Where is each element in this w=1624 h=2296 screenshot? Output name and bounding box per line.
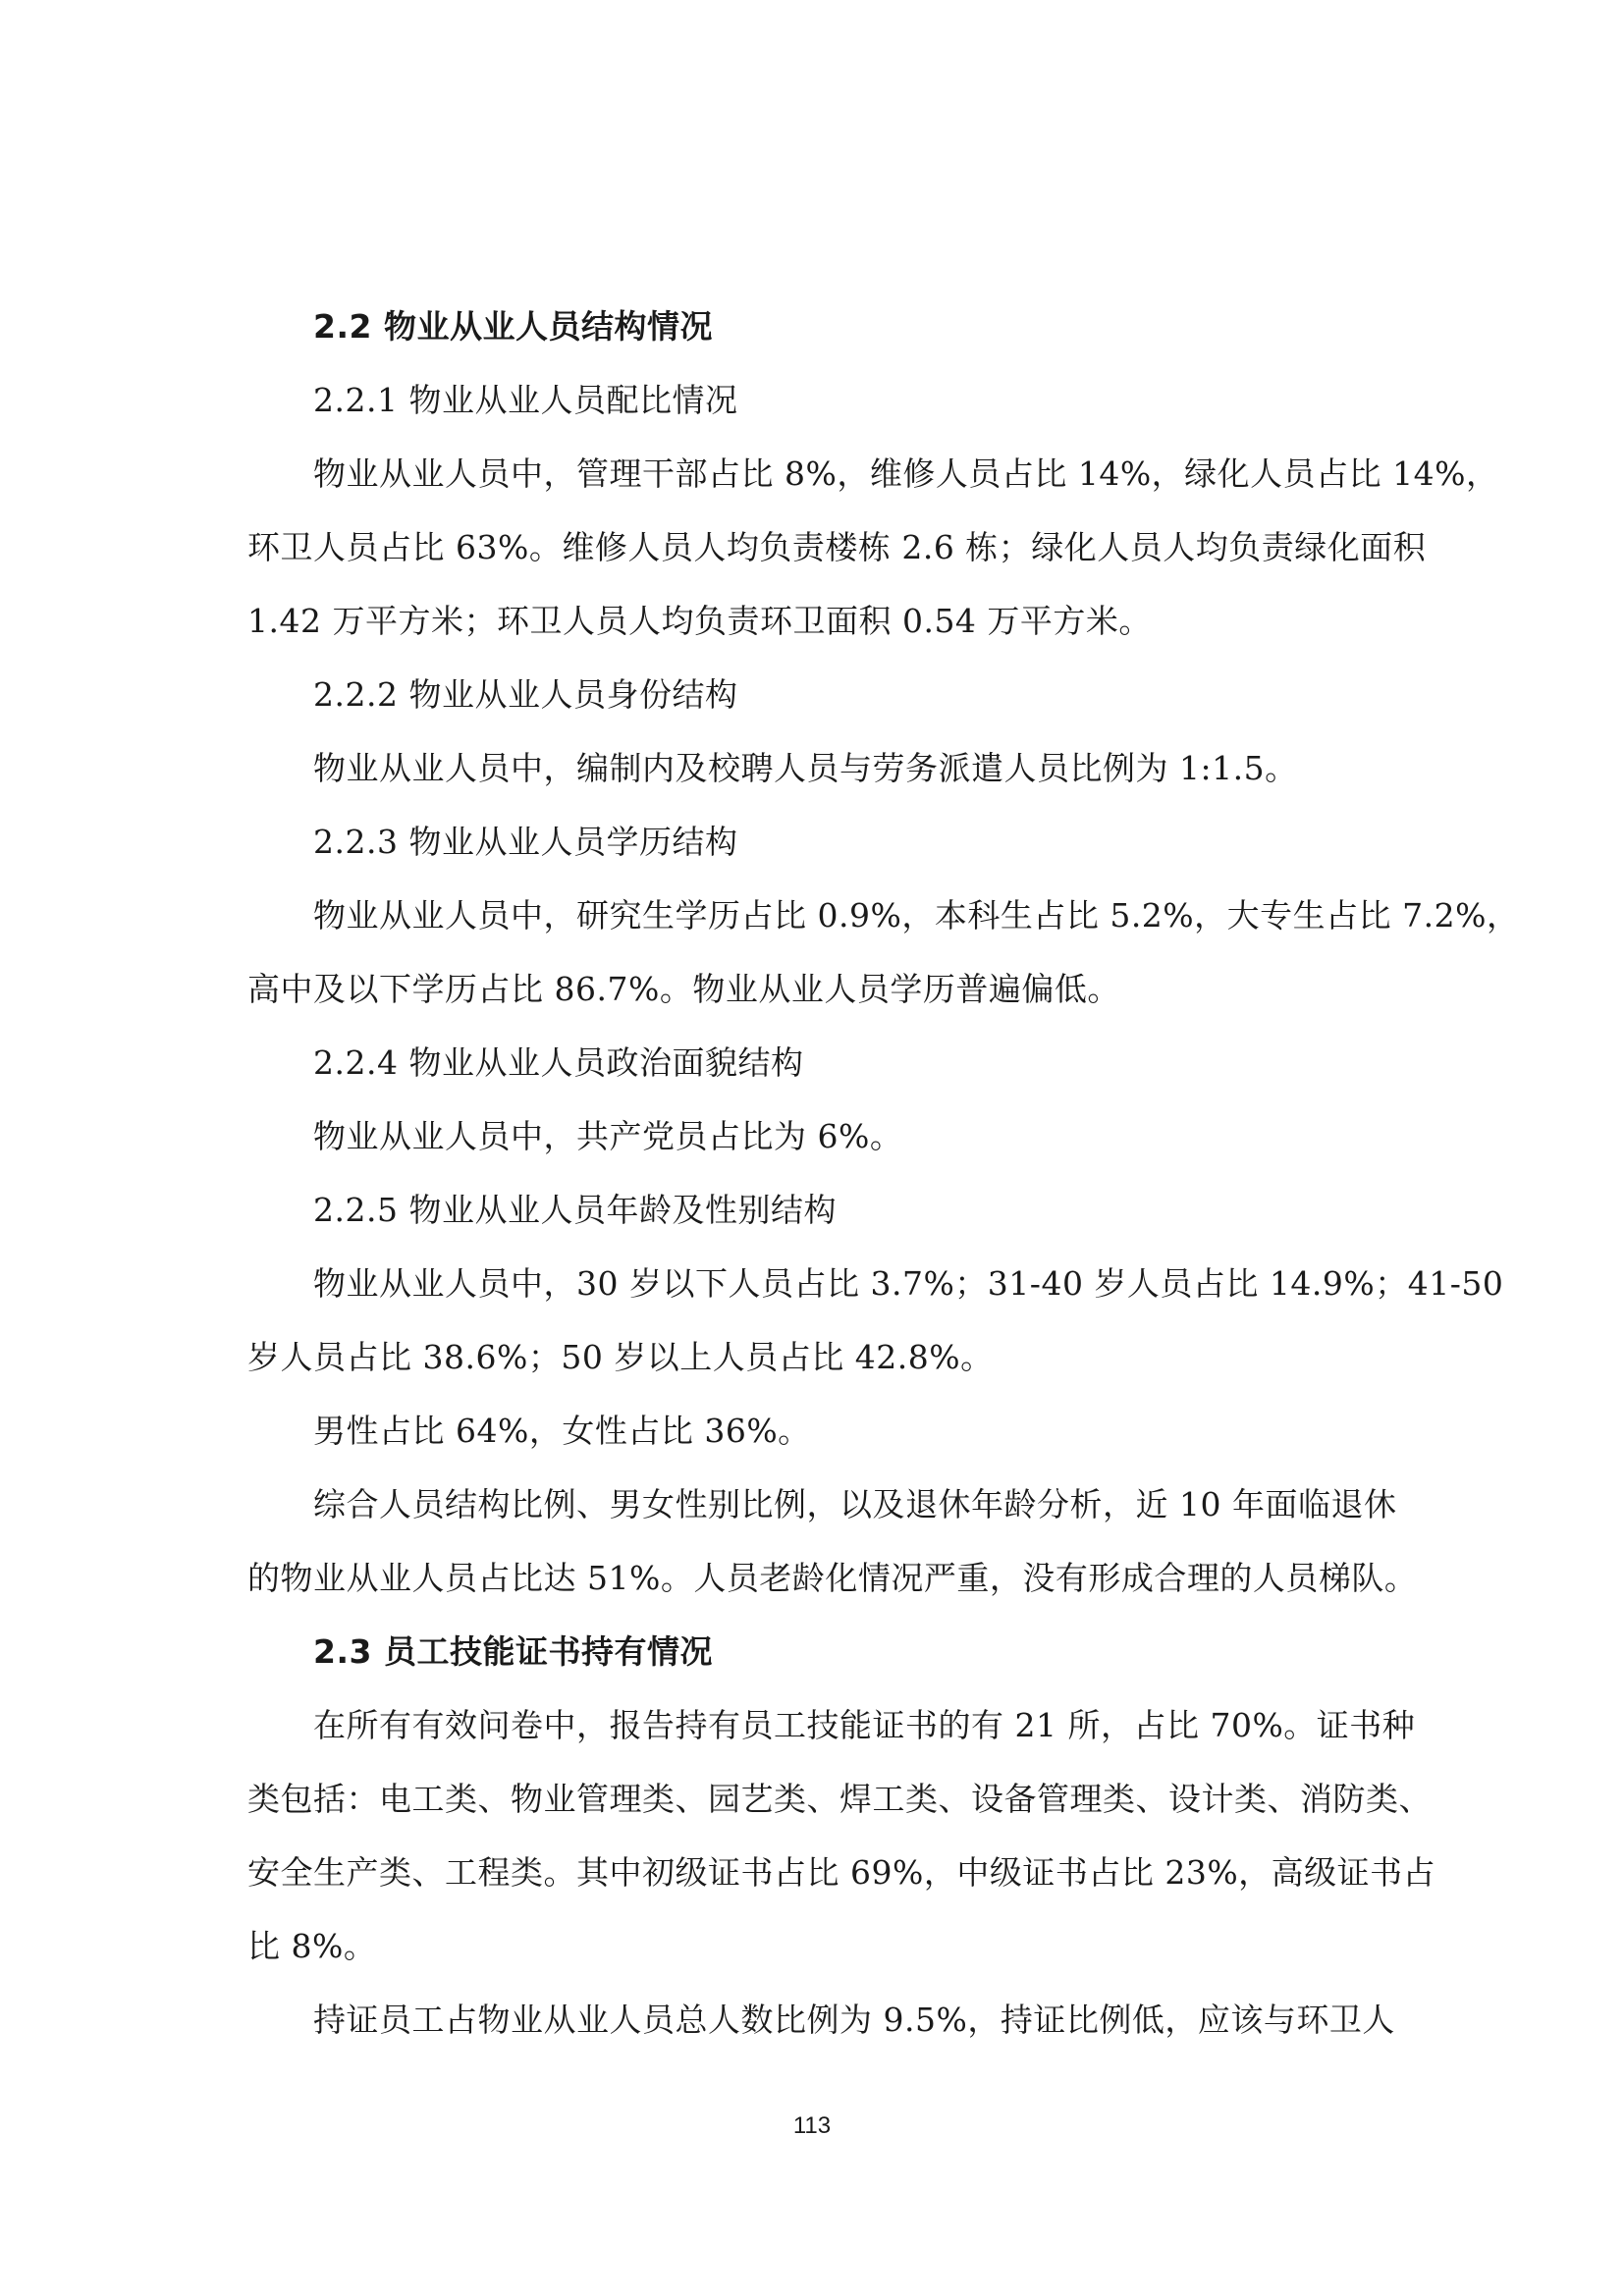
subsection-heading-2-2-3: 2.2.3 物业从业人员学历结构 <box>313 823 738 861</box>
section-heading-2-3: 2.3 员工技能证书持有情况 <box>313 1632 713 1671</box>
paragraph-line: 安全生产类、工程类。其中初级证书占比 69%，中级证书占比 23%，高级证书占 <box>247 1853 1436 1892</box>
page-number: 113 <box>792 2112 832 2139</box>
section-heading-2-2: 2.2 物业从业人员结构情况 <box>313 307 713 346</box>
subsection-heading-2-2-1: 2.2.1 物业从业人员配比情况 <box>313 381 738 419</box>
subsection-heading-2-2-4: 2.2.4 物业从业人员政治面貌结构 <box>313 1043 804 1082</box>
paragraph-line: 环卫人员占比 63%。维修人员人均负责楼栋 2.6 栋；绿化人员人均负责绿化面积 <box>247 528 1427 566</box>
paragraph-line: 在所有有效问卷中，报告持有员工技能证书的有 21 所，占比 70%。证书种 <box>313 1706 1416 1744</box>
paragraph-line: 高中及以下学历占比 86.7%。物业从业人员学历普遍偏低。 <box>247 970 1120 1008</box>
paragraph-line: 物业从业人员中，编制内及校聘人员与劳务派遣人员比例为 1:1.5。 <box>313 749 1298 787</box>
paragraph-line: 1.42 万平方米；环卫人员人均负责环卫面积 0.54 万平方米。 <box>247 602 1152 640</box>
paragraph-line: 持证员工占物业从业人员总人数比例为 9.5%，持证比例低，应该与环卫人 <box>313 2001 1395 2039</box>
paragraph-line: 比 8%。 <box>247 1927 377 1965</box>
paragraph-line: 男性占比 64%，女性占比 36%。 <box>313 1412 811 1450</box>
paragraph-line: 综合人员结构比例、男女性别比例，以及退休年龄分析，近 10 年面临退休 <box>313 1485 1397 1523</box>
subsection-heading-2-2-5: 2.2.5 物业从业人员年龄及性别结构 <box>313 1191 837 1229</box>
paragraph-line: 物业从业人员中，研究生学历占比 0.9%，本科生占比 5.2%，大专生占比 7.2%， <box>313 896 1520 934</box>
paragraph-line: 物业从业人员中，共产党员占比为 6%。 <box>313 1117 903 1155</box>
paragraph-line: 物业从业人员中，管理干部占比 8%，维修人员占比 14%，绿化人员占比 14%， <box>313 454 1499 493</box>
paragraph-line: 类包括：电工类、物业管理类、园艺类、焊工类、设备管理类、设计类、消防类、 <box>247 1780 1432 1818</box>
paragraph-line: 物业从业人员中，30 岁以下人员占比 3.7%；31-40 岁人员占比 14.9%；41-50 <box>313 1264 1504 1303</box>
paragraph-line: 岁人员占比 38.6%；50 岁以上人员占比 42.8%。 <box>247 1338 994 1376</box>
document-body <box>247 290 1520 2056</box>
subsection-heading-2-2-2: 2.2.2 物业从业人员身份结构 <box>313 675 738 714</box>
paragraph-line: 的物业从业人员占比达 51%。人员老龄化情况严重，没有形成合理的人员梯队。 <box>247 1559 1418 1597</box>
